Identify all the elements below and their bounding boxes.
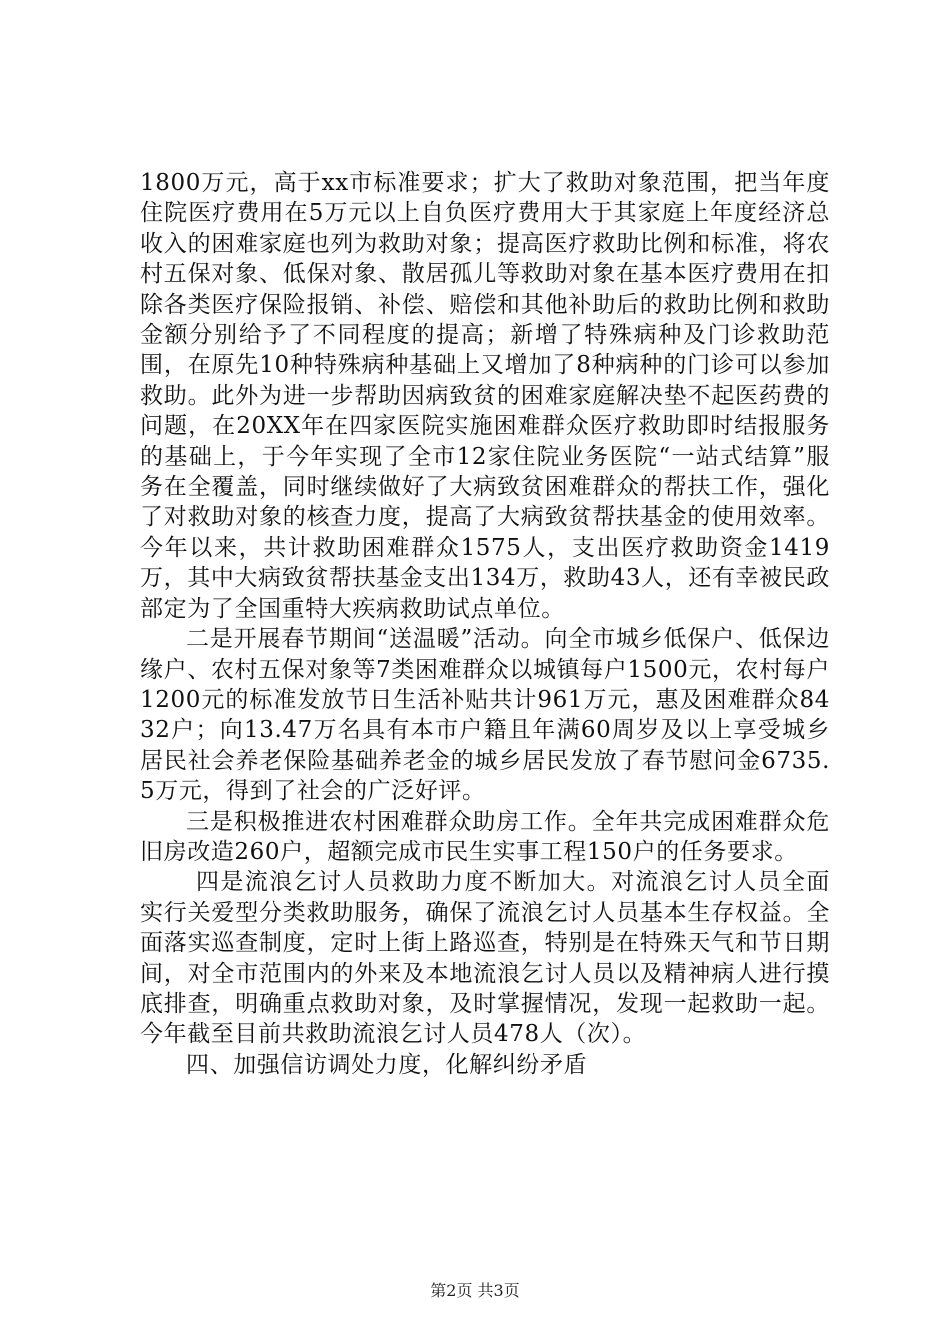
paragraph-medical-aid: 1800万元，高于xx市标准要求；扩大了救助对象范围，把当年度住院医疗费用在5万元以上自负医疗费用大于其家庭上年度经济总收入的困难家庭也列为救助对象；提高医疗救助比例和标准，将农村五保对象、低保对象、散居孤儿等救助对象在基本医疗费用在扣除各类医疗保险报销、补偿、赔偿和其他补助后的救助比例和救助金额分别给予了不同程度的提高；新增了特殊病种及门诊救助范围，在原先10种特殊病种基础上又增加了8种病种的门诊可以参加救助。此外为进一步帮助因病致贫的困难家庭解决垫不起医药费的问题，在20XX年在四家医院实施困难群众医疗救助即时结报服务的基础上，于今年实现了全市12家住院业务医院“一站式结算”服务在全覆盖，同时继续做好了大病致贫困难群众的帮扶工作，强化了对救助对象的核查力度，提高了大病致贫帮扶基金的使用效率。今年以来，共计救助困难群众1575人，支出医疗救助资金1419万，其中大病致贫帮扶基金支出134万，救助43人，还有幸被民政部定为了全国重特大疾病救助试点单位。 (140, 170, 830, 622)
paragraph-housing-aid: 三是积极推进农村困难群众助房工作。全年共完成困难群众危旧房改造260户，超额完成市民生实事工程150户的任务要求。 (140, 808, 830, 865)
paragraph-vagrant-aid: 四是流浪乞讨人员救助力度不断加大。对流浪乞讨人员全面实行关爱型分类救助服务，确保了流浪乞讨人员基本生存权益。全面落实巡查制度，定时上街上路巡查，特别是在特殊天气和节日期间，对全市范围内的外来及本地流浪乞讨人员以及精神病人进行摸底排查，明确重点救助对象，及时掌握情况，发现一起救助一起。今年截至目前共救助流浪乞讨人员478人（次）。 (140, 869, 830, 1048)
page-number-footer: 第2页 共3页 (430, 1281, 520, 1300)
document-body (140, 168, 830, 1080)
section-heading-petitions: 四、加强信访调处力度，化解纠纷矛盾 (186, 1051, 588, 1078)
paragraph-spring-festival: 二是开展春节期间“送温暖”活动。向全市城乡低保户、低保边缘户、农村五保对象等7类困难群众以城镇每户1500元，农村每户1200元的标准发放节日生活补贴共计961万元，惠及困难群众8432户；向13.47万名具有本市户籍且年满60周岁及以上享受城乡居民社会养老保险基础养老金的城乡居民发放了春节慰问金6735.5万元，得到了社会的广泛好评。 (140, 626, 830, 805)
